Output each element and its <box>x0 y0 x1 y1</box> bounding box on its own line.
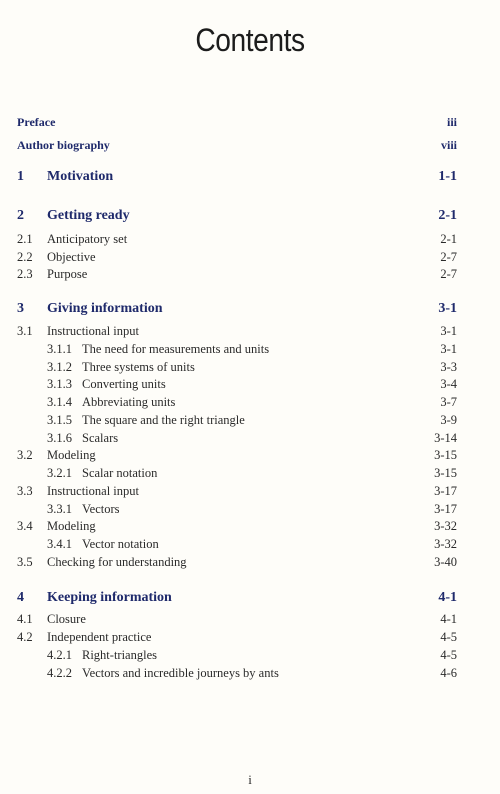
toc-subsection-label: Converting units <box>82 377 166 391</box>
toc-section-3-3[interactable] <box>0 482 500 500</box>
toc-section-label: Instructional input <box>47 484 139 498</box>
toc-section-page: 3-15 <box>434 448 457 462</box>
toc-section-2-3[interactable] <box>0 265 500 283</box>
toc-section-page: 3-1 <box>440 324 457 338</box>
toc-entry-preface[interactable] <box>0 113 500 131</box>
toc-subsection-label: Right-triangles <box>82 648 157 662</box>
toc-entry-author-biography[interactable] <box>0 136 500 154</box>
toc-entry-label: Preface <box>17 115 56 129</box>
toc-section-2-1[interactable] <box>0 230 500 248</box>
toc-chapter-number: 3 <box>17 301 24 316</box>
toc-subsection-3-2-1[interactable] <box>0 464 500 482</box>
toc-subsection-label: The square and the right triangle <box>82 413 245 427</box>
toc-subsection-3-3-1[interactable] <box>0 500 500 518</box>
toc-subsection-number: 3.1.2 <box>47 360 72 374</box>
toc-subsection-page: 3-4 <box>440 377 457 391</box>
toc-subsection-3-1-1[interactable] <box>0 340 500 358</box>
toc-subsection-label: The need for measurements and units <box>82 342 270 356</box>
toc-subsection-page: 4-6 <box>440 666 457 680</box>
toc-section-page: 4-5 <box>440 630 457 644</box>
toc-section-number: 3.1 <box>17 324 33 338</box>
toc-subsection-number: 3.2.1 <box>47 466 72 480</box>
toc-subsection-4-2-2[interactable] <box>0 664 500 682</box>
toc-subsection-page: 4-5 <box>440 648 457 662</box>
toc-chapter-4[interactable] <box>0 589 500 607</box>
toc-section-label: Purpose <box>47 267 88 281</box>
toc-section-3-5[interactable] <box>0 553 500 571</box>
toc-chapter-page: 3-1 <box>438 301 457 316</box>
toc-section-3-2[interactable] <box>0 446 500 464</box>
toc-section-number: 3.2 <box>17 448 33 462</box>
toc-subsection-number: 3.1.4 <box>47 395 72 409</box>
toc-subsection-page: 3-32 <box>434 537 457 551</box>
page-number: i <box>248 772 252 787</box>
toc-chapter-page: 1-1 <box>438 169 457 184</box>
toc-section-label: Objective <box>47 250 96 264</box>
toc-subsection-label: Scalar notation <box>82 466 158 480</box>
toc-chapter-number: 1 <box>17 169 24 184</box>
toc-section-number: 3.4 <box>17 519 33 533</box>
page-title: Contents <box>195 22 305 58</box>
toc-section-label: Anticipatory set <box>47 232 128 246</box>
toc-subsection-page: 3-15 <box>434 466 457 480</box>
toc-entry-label: Author biography <box>17 138 110 152</box>
toc-subsection-label: Three systems of units <box>82 360 195 374</box>
toc-subsection-number: 3.1.1 <box>47 342 72 356</box>
toc-section-number: 4.1 <box>17 612 33 626</box>
toc-section-number: 3.3 <box>17 484 33 498</box>
toc-subsection-number: 3.3.1 <box>47 502 72 516</box>
toc-section-page: 4-1 <box>440 612 457 626</box>
toc-section-4-2[interactable] <box>0 628 500 646</box>
toc-chapter-2[interactable] <box>0 207 500 225</box>
toc-subsection-3-1-3[interactable] <box>0 375 500 393</box>
toc-subsection-page: 3-3 <box>440 360 457 374</box>
toc-section-number: 4.2 <box>17 630 33 644</box>
toc-section-2-2[interactable] <box>0 248 500 266</box>
toc-subsection-page: 3-7 <box>440 395 457 409</box>
toc-subsection-3-4-1[interactable] <box>0 535 500 553</box>
toc-subsection-page: 3-1 <box>440 342 457 356</box>
toc-section-page: 2-1 <box>440 232 457 246</box>
toc-chapter-label: Getting ready <box>47 208 130 223</box>
toc-subsection-number: 3.1.6 <box>47 431 72 445</box>
toc-subsection-page: 3-9 <box>440 413 457 427</box>
toc-section-number: 2.1 <box>17 232 33 246</box>
toc-section-label: Checking for understanding <box>47 555 187 569</box>
toc-section-label: Independent practice <box>47 630 152 644</box>
toc-section-number: 3.5 <box>17 555 33 569</box>
toc-section-page: 2-7 <box>440 250 457 264</box>
toc-section-label: Modeling <box>47 448 96 462</box>
toc-subsection-label: Vectors <box>82 502 120 516</box>
toc-subsection-label: Scalars <box>82 431 119 445</box>
toc-chapter-label: Motivation <box>47 169 114 184</box>
toc-subsection-page: 3-17 <box>434 502 457 516</box>
toc-subsection-number: 3.4.1 <box>47 537 72 551</box>
toc-entry-page: iii <box>446 115 457 129</box>
toc-subsection-label: Vector notation <box>82 537 159 551</box>
toc-chapter-page: 2-1 <box>438 208 457 223</box>
toc-subsection-number: 4.2.2 <box>47 666 72 680</box>
toc-subsection-3-1-4[interactable] <box>0 393 500 411</box>
toc-section-number: 2.3 <box>17 267 33 281</box>
toc-subsection-3-1-6[interactable] <box>0 429 500 447</box>
toc-section-page: 3-17 <box>434 484 457 498</box>
toc-section-label: Modeling <box>47 519 96 533</box>
toc-subsection-3-1-2[interactable] <box>0 358 500 376</box>
toc-section-label: Instructional input <box>47 324 139 338</box>
toc-chapter-page: 4-1 <box>438 590 457 605</box>
toc-entry-page: viii <box>440 138 457 152</box>
toc-section-page: 3-32 <box>434 519 457 533</box>
toc-subsection-4-2-1[interactable] <box>0 646 500 664</box>
toc-section-page: 3-40 <box>434 555 457 569</box>
toc-subsection-number: 3.1.3 <box>47 377 72 391</box>
toc-section-3-4[interactable] <box>0 517 500 535</box>
toc-subsection-number: 3.1.5 <box>47 413 72 427</box>
toc-chapter-number: 4 <box>17 590 24 605</box>
toc-subsection-page: 3-14 <box>434 431 457 445</box>
toc-section-4-1[interactable] <box>0 610 500 628</box>
toc-chapter-label: Keeping information <box>47 590 172 605</box>
toc-section-page: 2-7 <box>440 267 457 281</box>
toc-subsection-label: Abbreviating units <box>82 395 176 409</box>
toc-chapter-1[interactable] <box>0 168 500 186</box>
toc-subsection-3-1-5[interactable] <box>0 411 500 429</box>
toc-subsection-number: 4.2.1 <box>47 648 72 662</box>
toc-chapter-3[interactable] <box>0 300 500 318</box>
toc-chapter-number: 2 <box>17 208 24 223</box>
toc-section-number: 2.2 <box>17 250 33 264</box>
toc-subsection-label: Vectors and incredible journeys by ants <box>82 666 279 680</box>
toc-section-3-1[interactable] <box>0 322 500 340</box>
toc-section-label: Closure <box>47 612 86 626</box>
toc-chapter-label: Giving information <box>47 301 163 316</box>
